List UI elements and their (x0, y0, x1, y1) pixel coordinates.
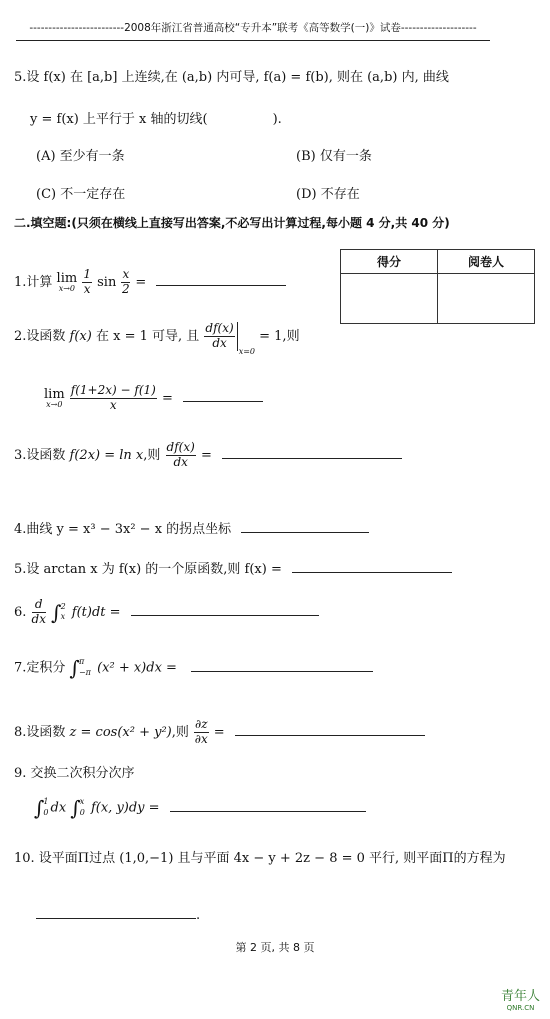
integral-sign: ∫ (51, 600, 62, 625)
fill-1: 1.计算 lim x→0 $\frac{1}{x}$ sin $\frac{x}{2}$ = (14, 268, 286, 297)
q5-option-c: (C) 不一定存在 (36, 187, 126, 202)
grader-header: 阅卷人 (438, 250, 535, 274)
fill-9-limits-outer: 1 0 (43, 797, 49, 817)
fill-8-answer-blank[interactable] (235, 721, 425, 736)
q5-option-b: (B) 仅有一条 (296, 149, 372, 164)
fill-3-answer-blank[interactable] (222, 444, 402, 459)
watermark-logo: 青年人 QNR.CN (500, 989, 540, 1012)
fill-9-answer-blank[interactable] (170, 797, 366, 812)
fill-1-answer-blank[interactable] (156, 271, 286, 286)
q5-option-a: (A) 至少有一条 (36, 149, 125, 164)
fill-10-answer-blank[interactable] (36, 904, 196, 919)
integral-sign: ∫ (69, 656, 80, 680)
fill-4-answer-blank[interactable] (241, 518, 369, 533)
score-header: 得分 (341, 250, 438, 274)
fill-1-fraction2: $\frac{x}{2}$ (122, 267, 130, 296)
fill-10-answer: . (36, 904, 200, 924)
fill-9-title: 9. 交换二次积分次序 (14, 766, 135, 781)
fill-5: 5.设 arctan x 为 f(x) 的一个原函数,则 f(x) = (14, 558, 452, 578)
score-cell (341, 274, 438, 324)
fill-3-derivative: $\frac{df(x)}{dx}$ (166, 440, 195, 469)
fill-2-line1: 2.设函数 f(x) 在 x = 1 可导, 且 $\frac{df(x)}{dx}$ $_{x=0}$ = 1,则 (14, 321, 300, 356)
fill-1-limit: lim x→0 (56, 270, 78, 293)
page-header: -------------------------2008年浙江省普通高校“专升本”联考《高等数学(一)》试卷-------------------- (29, 22, 477, 34)
fill-2-derivative: $\frac{df(x)}{dx}$ (204, 322, 237, 351)
fill-4: 4.曲线 y = x³ − 3x² − x 的拐点坐标 (14, 518, 369, 538)
fill-9-expression: ∫ 1 0 dx ∫ x 0 f(x, y)dy = (34, 796, 366, 820)
fill-1-fraction: $\frac{1}{x}$ (83, 267, 91, 296)
q5-line1: 5.设 f(x) 在 [a,b] 上连续,在 (a,b) 内可导, f(a) = f(b), 则在 (a,b) 内, 曲线 (14, 70, 449, 85)
fill-1-sin: sin (97, 274, 117, 290)
fill-7-answer-blank[interactable] (191, 657, 373, 672)
fill-2-answer-blank[interactable] (183, 387, 263, 402)
fill-6-answer-blank[interactable] (131, 601, 319, 616)
fill-8: 8.设函数 z = cos(x² + y²),则 $\frac{\partial z}{\partial x}$ = (14, 718, 425, 747)
header-rule (16, 40, 490, 41)
fill-10: 10. 设平面Π过点 (1,0,−1) 且与平面 4x − y + 2z − 8 = 0 平行, 则平面Π的方程为 (14, 851, 506, 866)
integral-sign: ∫ (70, 796, 81, 820)
q5-option-d: (D) 不存在 (296, 187, 360, 202)
score-table (340, 249, 535, 324)
grader-cell (438, 274, 535, 324)
fill-2-limit: lim x→0 (44, 386, 65, 409)
section-heading: 二.填空题:(只须在横线上直接写出答案,不必写出计算过程,每小题 4 分,共 40 分) (14, 216, 450, 230)
fill-1-prefix: 1.计算 (14, 274, 53, 290)
fill-6: 6. $\frac{d}{dx}$ ∫ 2 x f(t)dt = (14, 598, 319, 627)
integral-sign: ∫ (34, 796, 45, 820)
fill-5-answer-blank[interactable] (292, 558, 452, 573)
fill-8-partial: $\frac{\partial z}{\partial x}$ (194, 717, 208, 746)
fill-9-limits-inner: x 0 (79, 797, 85, 817)
fill-6-derivative: $\frac{d}{dx}$ (31, 597, 46, 626)
fill-2-line2: lim x→0 $\frac{f(1+2x) - f(1)}{x}$ = (44, 384, 263, 413)
q5-line2: y = f(x) 上平行于 x 轴的切线( ). (30, 112, 282, 127)
fill-2-fraction: $\frac{f(1+2x) - f(1)}{x}$ (70, 383, 156, 412)
fill-3: 3.设函数 f(2x) = ln x,则 $\frac{df(x)}{dx}$ = (14, 441, 402, 470)
page-footer: 第 2 页, 共 8 页 (235, 941, 315, 954)
fill-7-limits: π −π (78, 657, 91, 677)
fill-6-limits: 2 x (60, 601, 66, 622)
fill-7: 7.定积分 ∫ π −π (x² + x)dx = (14, 656, 373, 680)
